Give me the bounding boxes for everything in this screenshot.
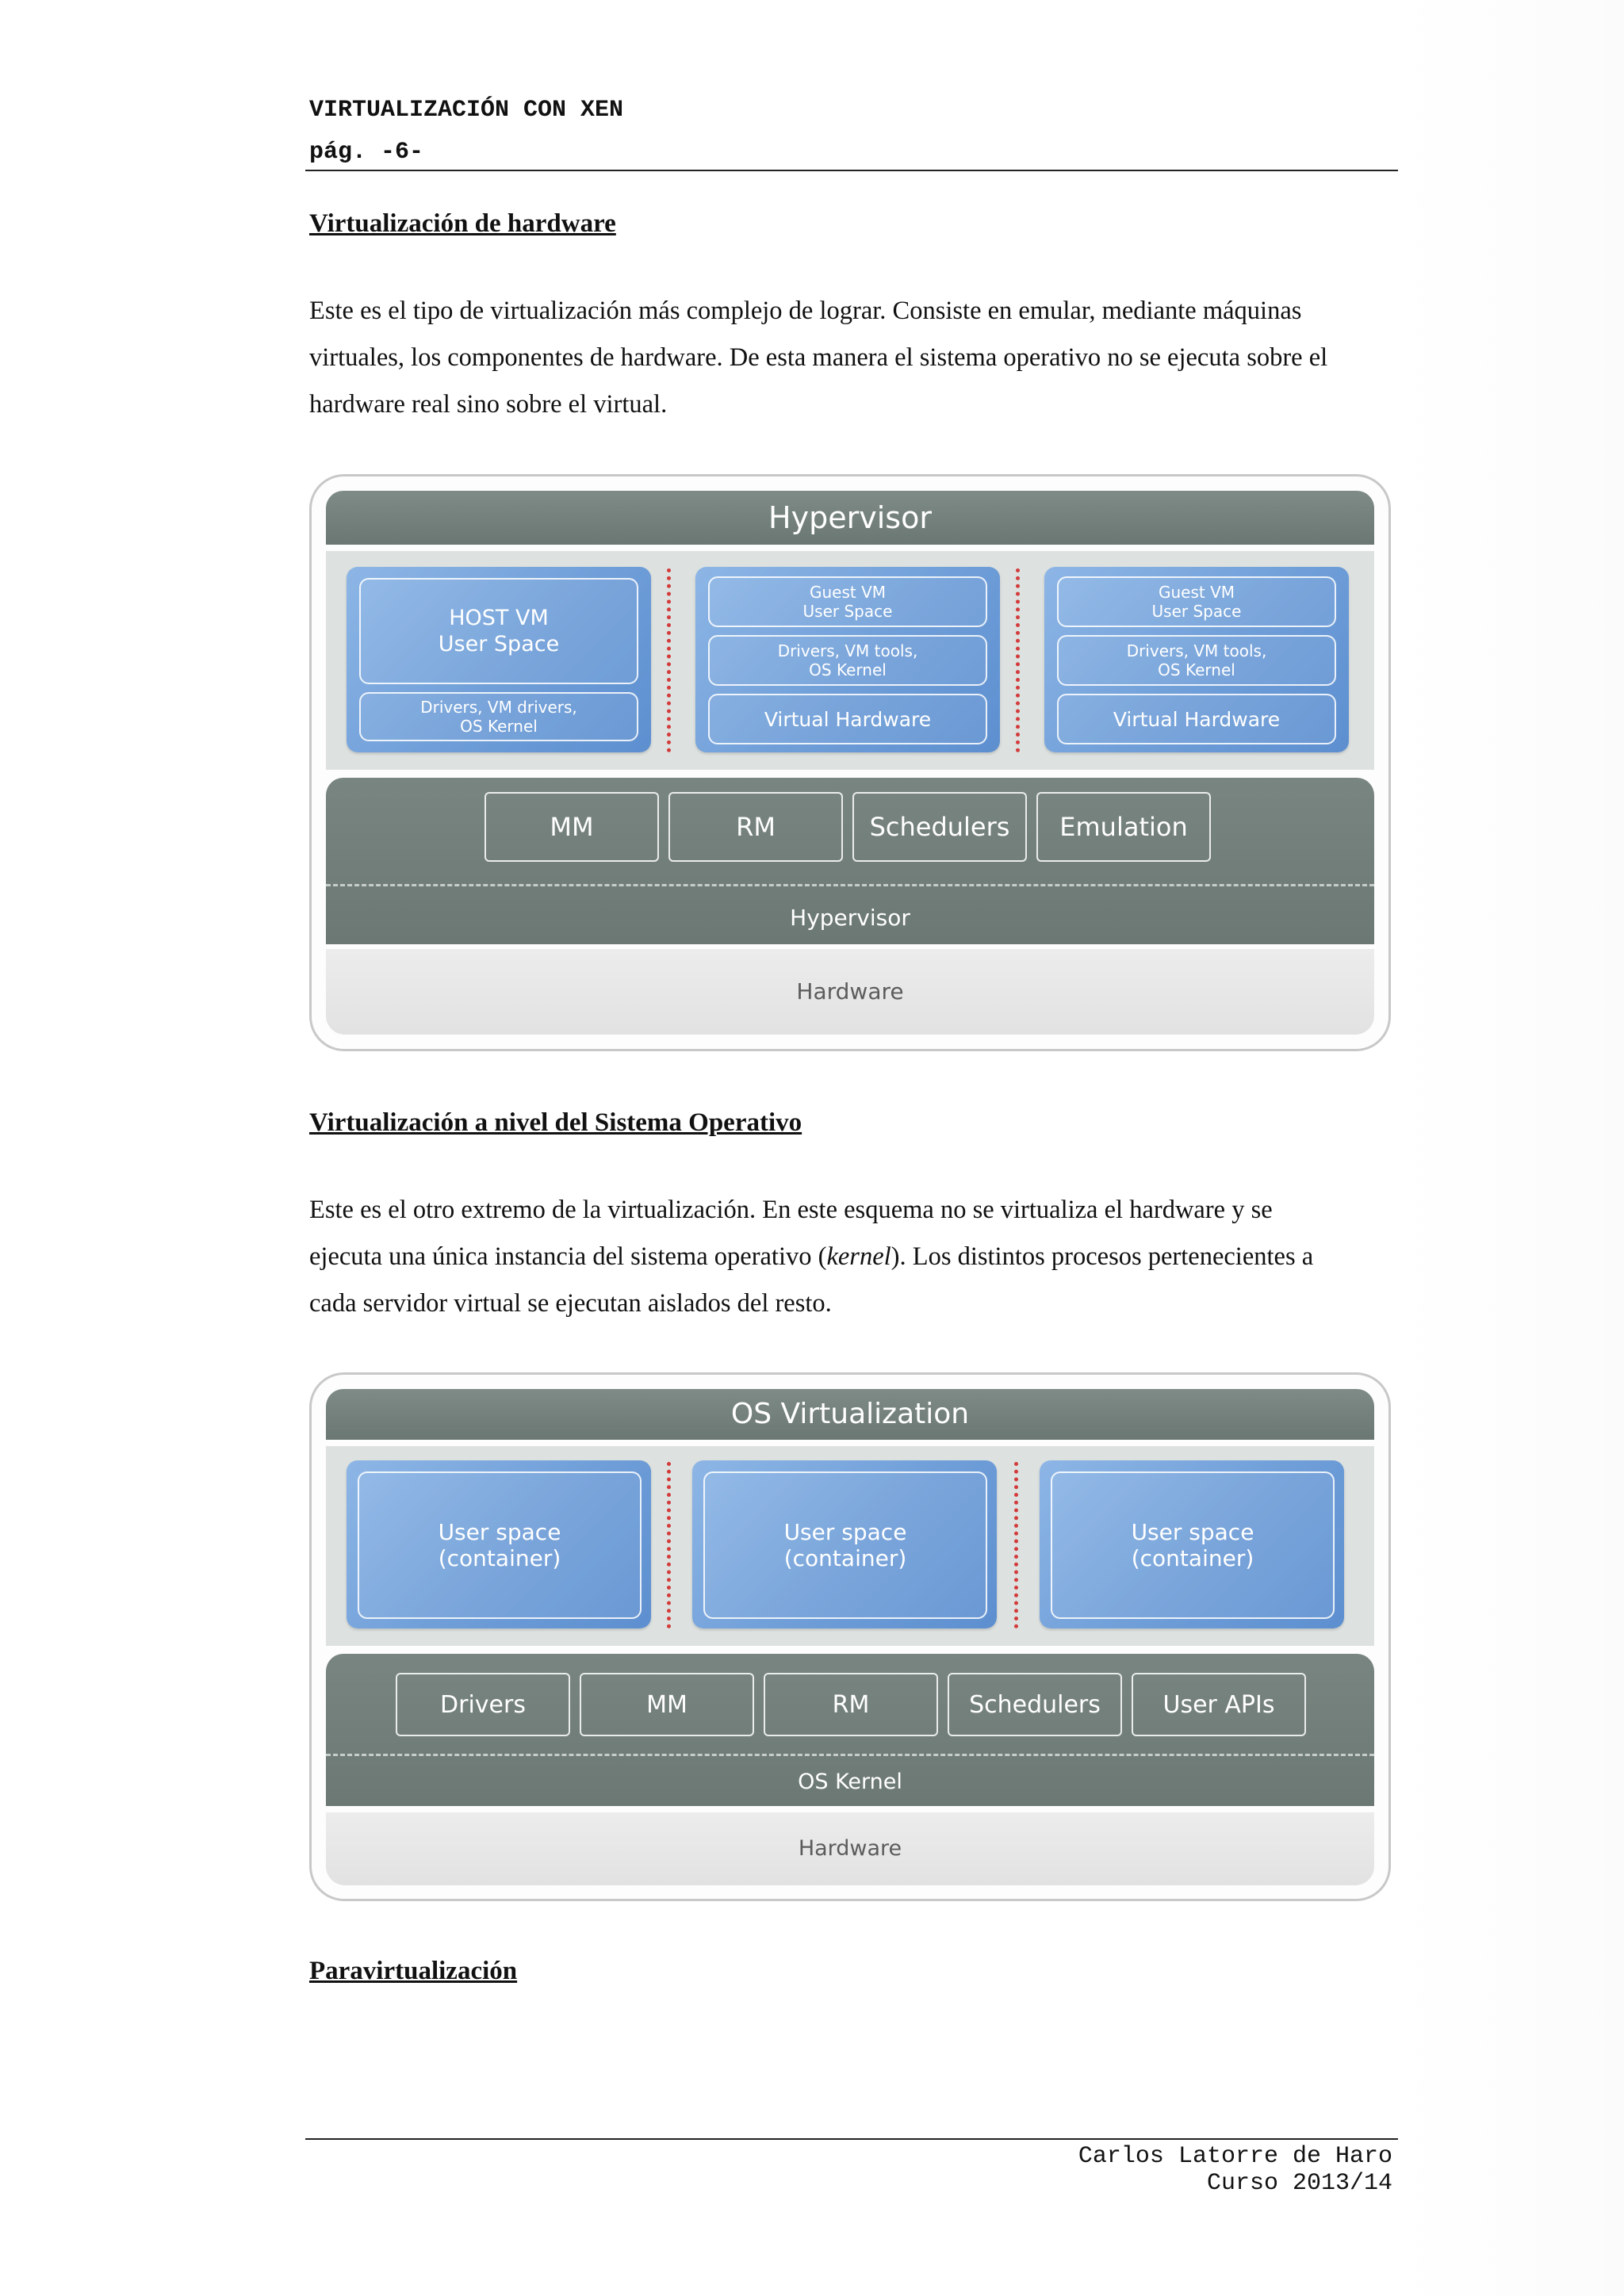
section-heading-paravirtualization: Paravirtualización	[309, 1957, 518, 1985]
os-kernel-label: OS Kernel	[798, 1770, 902, 1794]
vm-area	[326, 551, 1374, 770]
diagram-title: OS Virtualization	[326, 1389, 1374, 1440]
guest-drivers-label: Drivers, VM tools,	[1126, 641, 1267, 660]
guest-drivers-kernel	[1057, 635, 1336, 686]
paragraph-text: ). Los distintos procesos pertenecientes a	[891, 1242, 1314, 1271]
header-rule	[305, 170, 1398, 171]
footer-author: Carlos Latorre de Haro	[1078, 2143, 1392, 2170]
module-drivers: Drivers	[396, 1673, 570, 1736]
guest-virtual-hardware	[1057, 694, 1336, 744]
container	[1040, 1460, 1344, 1628]
document-title: VIRTUALIZACIÓN CON XEN	[309, 97, 624, 124]
guest-user-label: Guest VM	[809, 583, 887, 602]
container-separator	[1014, 1462, 1018, 1628]
container-label: User space	[1131, 1519, 1254, 1545]
section-paragraph-os	[309, 1187, 1396, 1327]
guest-vm	[695, 567, 1000, 752]
vm-separator	[1016, 568, 1020, 752]
module-emulation: Emulation	[1036, 792, 1211, 862]
module-schedulers: Schedulers	[852, 792, 1027, 862]
host-drivers-kernel	[359, 692, 638, 741]
container-user-space	[1051, 1471, 1335, 1619]
container-label: User space	[438, 1519, 561, 1545]
guest-user-label: Guest VM	[1158, 583, 1235, 602]
paragraph-line: hardware real sino sobre el virtual.	[309, 390, 668, 419]
container-separator	[667, 1462, 671, 1628]
host-user-space	[359, 578, 638, 684]
hardware-layer: Hardware	[326, 949, 1374, 1035]
container-label: (container)	[1131, 1545, 1254, 1571]
hardware-layer: Hardware	[326, 1812, 1374, 1885]
paragraph-line: virtuales, los componentes de hardware. De esta manera el sistema operativo no se ejecuta sobre el	[309, 343, 1328, 372]
container-label: (container)	[438, 1545, 561, 1571]
os-kernel-layer	[326, 1654, 1374, 1806]
module-user-apis: User APIs	[1132, 1673, 1306, 1736]
paragraph-line: cada servidor virtual se ejecutan aislados del resto.	[309, 1289, 832, 1318]
kernel-term: kernel	[826, 1242, 891, 1271]
container	[692, 1460, 997, 1628]
host-user-space-label: User Space	[438, 632, 560, 656]
virtual-hardware-label: Virtual Hardware	[1113, 707, 1281, 731]
container-user-space	[703, 1471, 987, 1619]
page-number: pág. -6-	[309, 139, 424, 166]
paragraph-line: Este es el otro extremo de la virtualización. En este esquema no se virtualiza el hardware y se	[309, 1196, 1273, 1224]
guest-drivers-label: OS Kernel	[809, 660, 887, 679]
module-mm: MM	[485, 792, 659, 862]
layer-divider	[326, 1754, 1374, 1756]
module-rm: RM	[764, 1673, 938, 1736]
section-heading-os: Virtualización a nivel del Sistema Operativo	[309, 1108, 802, 1137]
host-user-space-label: HOST VM	[449, 606, 549, 630]
guest-user-space	[1057, 576, 1336, 627]
module-rm: RM	[668, 792, 843, 862]
guest-drivers-kernel	[708, 635, 987, 686]
footer-rule	[305, 2138, 1398, 2140]
hypervisor-diagram	[309, 474, 1391, 1051]
guest-user-label: User Space	[802, 602, 893, 621]
footer-course: Curso 2013/14	[1206, 2170, 1392, 2197]
container-user-space	[358, 1471, 642, 1619]
diagram-title: Hypervisor	[326, 491, 1374, 545]
page-edge-shade	[1396, 0, 1624, 2296]
section-paragraph-hardware	[309, 288, 1396, 428]
paragraph-line	[309, 1234, 1396, 1280]
module-schedulers: Schedulers	[948, 1673, 1122, 1736]
container-label: (container)	[783, 1545, 907, 1571]
container-label: User space	[783, 1519, 907, 1545]
guest-drivers-label: OS Kernel	[1158, 660, 1235, 679]
virtual-hardware-label: Virtual Hardware	[764, 707, 932, 731]
section-heading-hardware: Virtualización de hardware	[309, 209, 616, 238]
paragraph-text: ejecuta una única instancia del sistema operativo (	[309, 1242, 827, 1271]
container-area	[326, 1446, 1374, 1646]
host-drivers-label: Drivers, VM drivers,	[420, 698, 577, 717]
guest-virtual-hardware	[708, 694, 987, 744]
layer-divider	[326, 884, 1374, 886]
container	[347, 1460, 651, 1628]
vm-separator	[667, 568, 671, 752]
paragraph-line: Este es el tipo de virtualización más complejo de lograr. Consiste en emular, mediante máquinas	[309, 297, 1302, 325]
guest-drivers-label: Drivers, VM tools,	[777, 641, 918, 660]
hypervisor-layer	[326, 778, 1374, 944]
host-vm	[347, 567, 651, 752]
module-mm: MM	[580, 1673, 754, 1736]
os-virtualization-diagram	[309, 1372, 1391, 1901]
host-drivers-label: OS Kernel	[460, 717, 538, 736]
guest-user-space	[708, 576, 987, 627]
guest-vm	[1044, 567, 1349, 752]
hypervisor-layer-label: Hypervisor	[790, 905, 910, 931]
guest-user-label: User Space	[1151, 602, 1242, 621]
